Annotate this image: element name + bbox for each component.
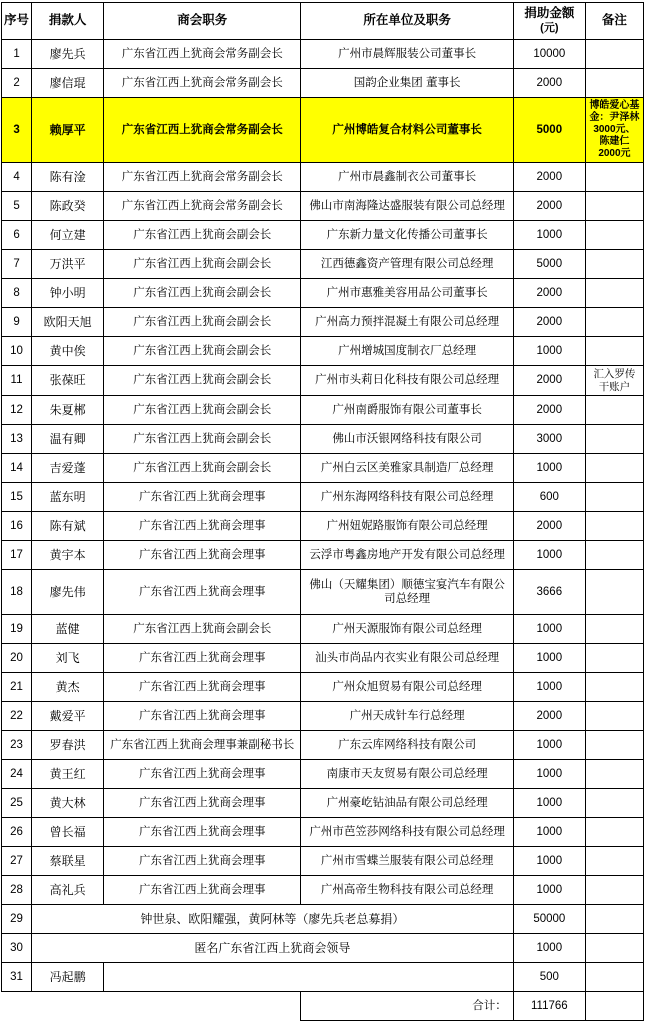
row-note [585,250,643,279]
row-amount: 2000 [513,192,585,221]
row-unit: 佛山市南海隆达盛服装有限公司总经理 [301,192,513,221]
row-amount: 1000 [513,221,585,250]
table-row[interactable] [2,512,644,541]
row-amount: 1000 [513,454,585,483]
row-index: 2 [2,69,32,98]
row-unit: 广州白云区美雅家具制造厂总经理 [301,454,513,483]
row-position: 广东省江西上犹商会理事 [104,818,301,847]
table-row[interactable] [2,40,644,69]
row-amount: 1000 [513,615,585,644]
row-index: 22 [2,702,32,731]
row-index: 23 [2,731,32,760]
table-row[interactable] [2,818,644,847]
row-unit: 国韵企业集团 董事长 [301,69,513,98]
row-position: 广东省江西上犹商会副会长 [104,250,301,279]
row-description: 匿名广东省江西上犹商会领导 [32,934,514,963]
row-donor: 蓝东明 [32,483,104,512]
row-unit: 广州天源服饰有限公司总经理 [301,615,513,644]
row-donor: 黄王红 [32,760,104,789]
row-donor: 张葆旺 [32,366,104,396]
row-index: 30 [2,934,32,963]
table-row[interactable] [2,69,644,98]
row-unit: 广州市晨鑫制衣公司董事长 [301,163,513,192]
row-note [585,818,643,847]
row-donor: 廖先兵 [32,40,104,69]
header-index: 序号 [2,3,32,40]
row-unit: 汕头市尚品内衣实业有限公司总经理 [301,644,513,673]
row-note [585,673,643,702]
table-row[interactable] [2,250,644,279]
row-index: 1 [2,40,32,69]
row-note [585,163,643,192]
row-amount: 1000 [513,337,585,366]
row-position: 广东省江西上犹商会副会长 [104,396,301,425]
row-note [585,337,643,366]
row-amount: 2000 [513,279,585,308]
table-row[interactable] [2,963,644,992]
row-note [585,615,643,644]
row-position: 广东省江西上犹商会副会长 [104,308,301,337]
row-unit: 南康市天友贸易有限公司总经理 [301,760,513,789]
row-note [585,541,643,570]
row-amount: 1000 [513,731,585,760]
row-donor: 朱夏郴 [32,396,104,425]
row-donor: 戴爱平 [32,702,104,731]
row-unit: 广东云库网络科技有限公司 [301,731,513,760]
table-row[interactable] [2,934,644,963]
row-note [585,847,643,876]
row-position: 广东省江西上犹商会副会长 [104,366,301,396]
header-position: 商会职务 [104,3,301,40]
header-amount [513,3,585,40]
row-note [585,789,643,818]
header-donor: 捐款人 [32,3,104,40]
header-amount-line2: (元) [540,21,559,34]
row-donor: 黄大林 [32,789,104,818]
row-position: 广东省江西上犹商会理事 [104,673,301,702]
row-donor: 蔡联星 [32,847,104,876]
table-body [2,40,644,1021]
row-index: 27 [2,847,32,876]
row-amount: 3666 [513,570,585,615]
row-index: 15 [2,483,32,512]
row-amount: 1000 [513,789,585,818]
row-amount: 600 [513,483,585,512]
row-donor: 廖先伟 [32,570,104,615]
table-row[interactable] [2,541,644,570]
table-row[interactable] [2,337,644,366]
row-note [585,40,643,69]
row-amount: 1000 [513,876,585,905]
row-note [585,425,643,454]
row-note [585,69,643,98]
row-position: 广东省江西上犹商会理事 [104,483,301,512]
row-note [585,221,643,250]
row-index: 29 [2,905,32,934]
table-row[interactable] [2,905,644,934]
row-donor: 刘飞 [32,644,104,673]
row-position: 广东省江西上犹商会理事 [104,847,301,876]
row-amount: 500 [513,963,585,992]
row-note [585,192,643,221]
row-unit: 广州市惠雅美容用品公司董事长 [301,279,513,308]
row-position: 广东省江西上犹商会理事兼副秘书长 [104,731,301,760]
row-position: 广东省江西上犹商会副会长 [104,615,301,644]
row-unit: 广州高力预拌混凝土有限公司总经理 [301,308,513,337]
row-donor: 欧阳天旭 [32,308,104,337]
table-row[interactable] [2,702,644,731]
row-donor: 陈有淦 [32,163,104,192]
row-unit: 佛山（天耀集团）顺德宝宴汽车有限公司总经理 [301,570,513,615]
row-note [585,905,643,934]
row-amount: 1000 [513,934,585,963]
table-row[interactable] [2,192,644,221]
row-position: 广东省江西上犹商会理事 [104,541,301,570]
row-position: 广东省江西上犹商会理事 [104,702,301,731]
row-index: 14 [2,454,32,483]
header-note: 备注 [585,3,643,40]
row-amount: 2000 [513,512,585,541]
row-donor: 冯起鹏 [32,963,104,992]
row-donor: 陈政癸 [32,192,104,221]
row-donor: 高礼兵 [32,876,104,905]
row-amount: 1000 [513,644,585,673]
row-donor: 陈有斌 [32,512,104,541]
row-donor: 蓝健 [32,615,104,644]
row-position: 广东省江西上犹商会常务副会长 [104,40,301,69]
row-description [104,963,514,992]
row-donor: 钟小明 [32,279,104,308]
row-unit: 广州增城国度制衣厂总经理 [301,337,513,366]
row-amount: 2000 [513,366,585,396]
table-row[interactable] [2,98,644,163]
row-index: 10 [2,337,32,366]
row-index: 26 [2,818,32,847]
row-unit: 广州众旭贸易有限公司总经理 [301,673,513,702]
row-unit: 广州妞妮路服饰有限公司总经理 [301,512,513,541]
table-row[interactable] [2,644,644,673]
header-amount-line1: 捐助金额 [524,6,575,21]
table-row[interactable] [2,731,644,760]
row-amount: 3000 [513,425,585,454]
total-value: 111766 [513,992,585,1021]
row-note [585,483,643,512]
row-amount: 50000 [513,905,585,934]
table-row[interactable] [2,454,644,483]
row-index: 11 [2,366,32,396]
row-note [585,279,643,308]
row-amount: 1000 [513,673,585,702]
row-unit: 广州东海网络科技有限公司总经理 [301,483,513,512]
row-position: 广东省江西上犹商会理事 [104,876,301,905]
table-header [2,3,644,40]
table-row[interactable] [2,789,644,818]
row-index: 4 [2,163,32,192]
row-donor: 曾长福 [32,818,104,847]
table-row[interactable] [2,615,644,644]
total-note [585,992,643,1021]
row-index: 25 [2,789,32,818]
row-unit: 广州博皓复合材料公司董事长 [301,98,513,163]
row-unit: 广东新力量文化传播公司董事长 [301,221,513,250]
row-note [585,454,643,483]
row-donor: 罗春洪 [32,731,104,760]
row-donor: 黄中俟 [32,337,104,366]
row-index: 18 [2,570,32,615]
row-unit: 广州南爵服饰有限公司董事长 [301,396,513,425]
row-position: 广东省江西上犹商会常务副会长 [104,192,301,221]
row-index: 21 [2,673,32,702]
row-amount: 2000 [513,702,585,731]
row-index: 13 [2,425,32,454]
table-row[interactable] [2,163,644,192]
table-row[interactable] [2,279,644,308]
row-index: 12 [2,396,32,425]
header-unit: 所在单位及职务 [301,3,513,40]
row-note [585,396,643,425]
row-donor: 赖厚平 [32,98,104,163]
row-position: 广东省江西上犹商会常务副会长 [104,98,301,163]
row-unit: 广州市雪蝶兰服装有限公司总经理 [301,847,513,876]
row-donor: 吉爱蓬 [32,454,104,483]
row-amount: 2000 [513,163,585,192]
row-amount: 5000 [513,98,585,163]
total-spacer [2,992,301,1021]
row-note [585,963,643,992]
row-unit: 云浮市粤鑫房地产开发有限公司总经理 [301,541,513,570]
row-unit: 广州市芭笠莎网络科技有限公司总经理 [301,818,513,847]
row-note [585,934,643,963]
row-index: 19 [2,615,32,644]
table-row[interactable] [2,483,644,512]
row-position: 广东省江西上犹商会副会长 [104,337,301,366]
total-row [2,992,644,1021]
table-row[interactable] [2,396,644,425]
row-note [585,876,643,905]
row-amount: 10000 [513,40,585,69]
row-amount: 1000 [513,760,585,789]
row-note [585,760,643,789]
row-donor: 万洪平 [32,250,104,279]
row-index: 17 [2,541,32,570]
row-unit: 广州天成针车行总经理 [301,702,513,731]
row-unit: 广州市头莉日化科技有限公司总经理 [301,366,513,396]
row-index: 6 [2,221,32,250]
row-index: 9 [2,308,32,337]
row-note [585,702,643,731]
row-donor: 黄宇本 [32,541,104,570]
row-unit: 佛山市沃银网络科技有限公司 [301,425,513,454]
row-index: 8 [2,279,32,308]
row-position: 广东省江西上犹商会副会长 [104,425,301,454]
row-index: 28 [2,876,32,905]
table-row[interactable] [2,673,644,702]
row-unit: 广州市晨辉服装公司董事长 [301,40,513,69]
row-amount: 1000 [513,541,585,570]
row-amount: 2000 [513,69,585,98]
table-row[interactable] [2,570,644,615]
row-position: 广东省江西上犹商会理事 [104,644,301,673]
row-unit: 广州高帝生物科技有限公司总经理 [301,876,513,905]
row-note [585,731,643,760]
row-position: 广东省江西上犹商会理事 [104,760,301,789]
table-row[interactable] [2,221,644,250]
row-amount: 1000 [513,847,585,876]
row-description: 钟世泉、欧阳耀强，黄阿林等（廖先兵老总募捐） [32,905,514,934]
row-position: 广东省江西上犹商会理事 [104,512,301,541]
table-row[interactable] [2,308,644,337]
row-index: 24 [2,760,32,789]
table-row[interactable] [2,847,644,876]
row-index: 3 [2,98,32,163]
row-amount: 1000 [513,818,585,847]
row-index: 16 [2,512,32,541]
row-amount: 2000 [513,308,585,337]
table-row[interactable] [2,876,644,905]
row-position: 广东省江西上犹商会理事 [104,570,301,615]
row-position: 广东省江西上犹商会副会长 [104,221,301,250]
row-amount: 2000 [513,396,585,425]
row-donor: 黄杰 [32,673,104,702]
row-unit: 广州豪屹钻油品有限公司总经理 [301,789,513,818]
row-unit: 江西德鑫资产管理有限公司总经理 [301,250,513,279]
row-position: 广东省江西上犹商会常务副会长 [104,163,301,192]
row-index: 31 [2,963,32,992]
row-note [585,308,643,337]
row-note [585,512,643,541]
table-row[interactable] [2,425,644,454]
total-label: 合计： [301,992,513,1021]
row-index: 20 [2,644,32,673]
row-note [585,644,643,673]
row-index: 7 [2,250,32,279]
row-position: 广东省江西上犹商会副会长 [104,454,301,483]
row-note: 汇入罗传干账户 [585,366,643,396]
row-donor: 廖信琨 [32,69,104,98]
table-row[interactable] [2,366,644,396]
table-row[interactable] [2,760,644,789]
row-note [585,570,643,615]
row-donor: 温有卿 [32,425,104,454]
row-position: 广东省江西上犹商会常务副会长 [104,69,301,98]
row-index: 5 [2,192,32,221]
donation-table [1,2,644,1021]
header-row [2,3,644,40]
row-donor: 何立建 [32,221,104,250]
row-position: 广东省江西上犹商会副会长 [104,279,301,308]
row-position: 广东省江西上犹商会理事 [104,789,301,818]
row-amount: 5000 [513,250,585,279]
row-note: 博皓爱心基金：尹泽林3000元、陈建仁2000元 [585,98,643,163]
